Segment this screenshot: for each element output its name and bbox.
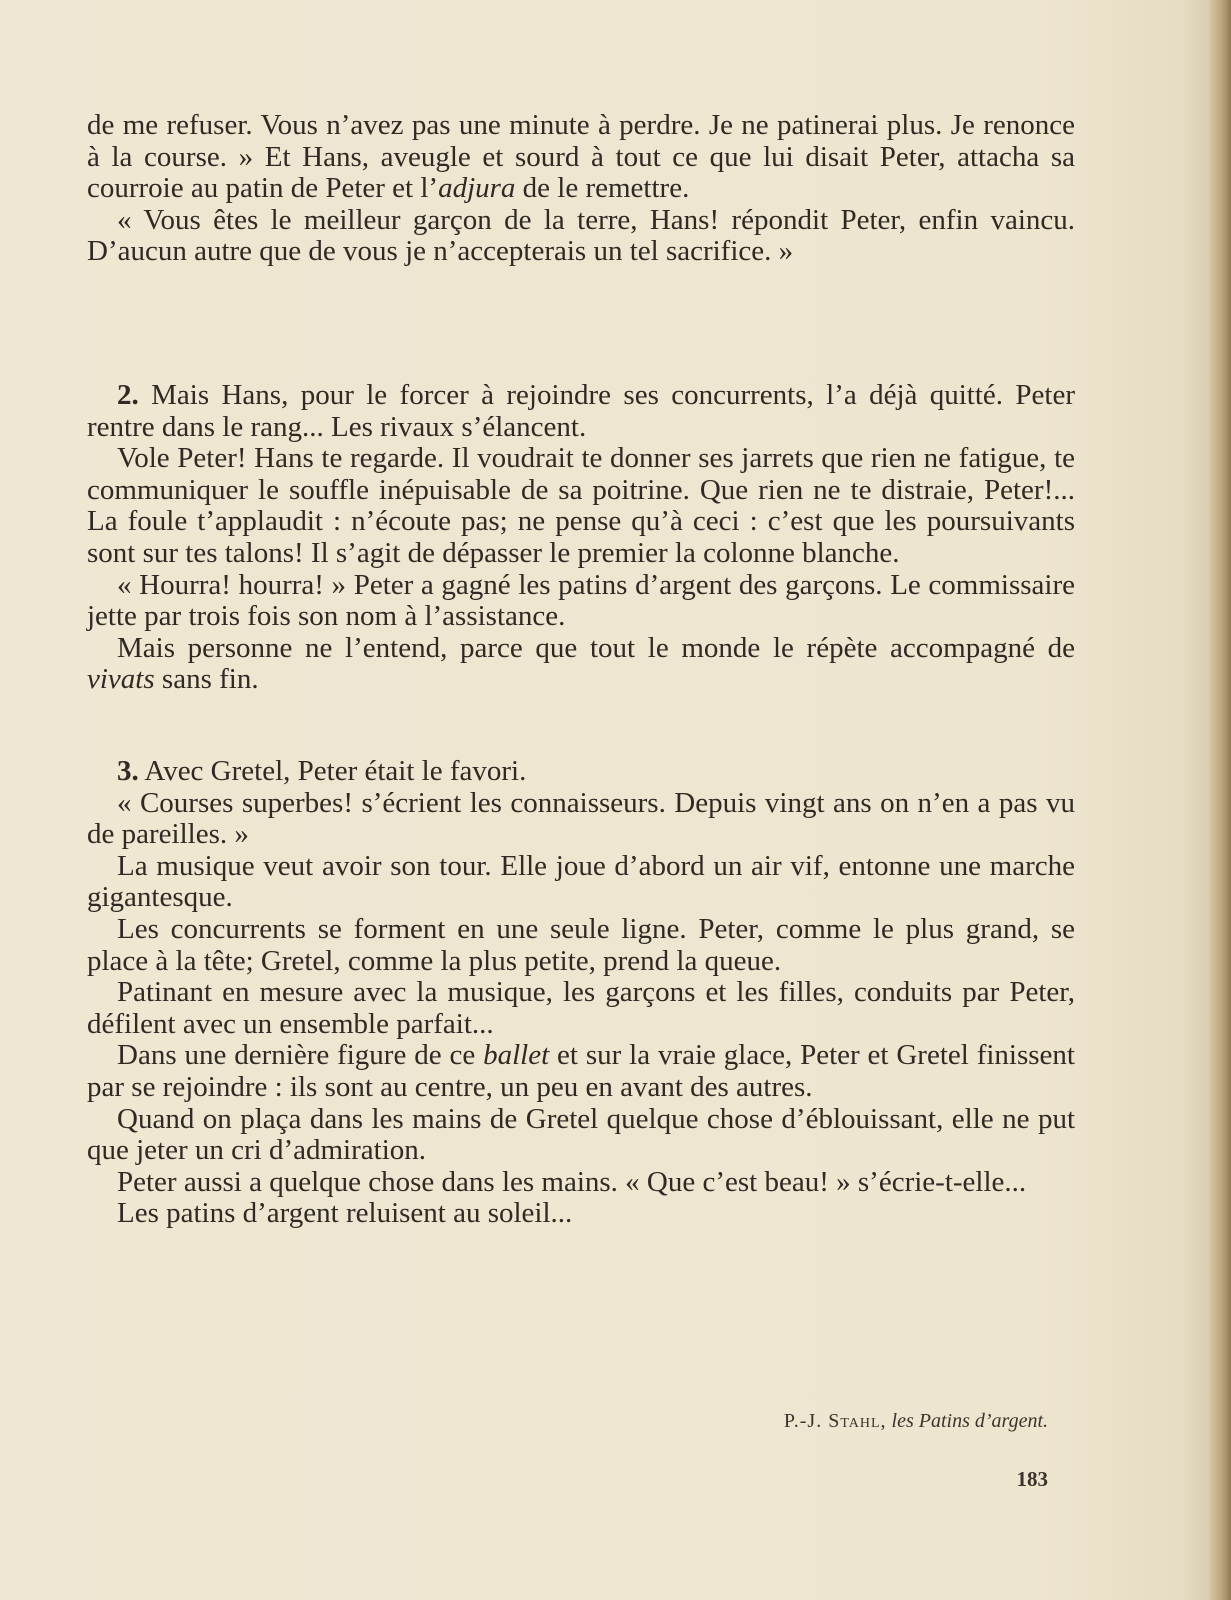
paragraph: Vole Peter! Hans te regarde. Il voudrait te donner ses jarrets que rien ne fatigue, te communiquer le souffle inépuisable de sa poitrine. Que rien ne te distraie, Peter!... La foule t’applaudit : n’écoute pas; ne pense qu’à ceci : c’est que les poursuivants sont sur tes talons! Il s’agit de dépasser le premier la colonne blanche. bbox=[87, 442, 1075, 569]
section-1 bbox=[87, 110, 1075, 268]
paragraph: Mais personne ne l’entend, parce que tout le monde le répète accompagné de vivats sans fin. bbox=[87, 631, 1075, 696]
paragraph: Les concurrents se forment en une seule ligne. Peter, comme le plus grand, se place à la tête; Gretel, comme la plus petite, prend la queue. bbox=[87, 912, 1075, 977]
paragraph: La musique veut avoir son tour. Elle joue d’abord un air vif, entonne une marche gigantesque. bbox=[87, 849, 1075, 914]
section-3 bbox=[87, 756, 1075, 1230]
paragraph: Dans une dernière figure de ce ballet et sur la vraie glace, Peter et Gretel finissent par se rejoindre : ils sont au centre, un peu en avant des autres. bbox=[87, 1039, 1075, 1103]
author-name: P.-J. Stahl, bbox=[783, 1410, 887, 1432]
italic-word: vivats bbox=[87, 663, 155, 696]
paragraph: « Courses superbes! s’écrient les connaisseurs. Depuis vingt ans on n’en a pas vu de pareilles. » bbox=[87, 786, 1075, 851]
italic-word: ballet bbox=[483, 1039, 550, 1072]
paragraph: « Hourra! hourra! » Peter a gagné les patins d’argent des garçons. Le commissaire jette par trois fois son nom à l’assistance. bbox=[87, 568, 1075, 633]
italic-word: adjura bbox=[438, 172, 516, 205]
paragraph: Patinant en mesure avec la musique, les garçons et les filles, conduits par Peter, défilent avec un ensemble parfait... bbox=[87, 976, 1075, 1040]
paragraph: 2. Mais Hans, pour le forcer à rejoindre ses concurrents, l’a déjà quitté. Peter rentre dans le rang... Les rivaux s’élancent. bbox=[87, 379, 1075, 443]
paragraph: Peter aussi a quelque chose dans les mains. « Que c’est beau! » s’écrie-t-elle... bbox=[117, 1165, 1027, 1198]
section-number: 2. bbox=[117, 379, 139, 411]
paragraph: « Vous êtes le meilleur garçon de la terre, Hans! répondit Peter, enfin vaincu. D’aucun autre que de vous je n’accepterais un tel sacrifice. » bbox=[87, 203, 1075, 268]
paragraph: Quand on plaça dans les mains de Gretel quelque chose d’éblouissant, elle ne put que jeter un cri d’admiration. bbox=[87, 1102, 1075, 1167]
paragraph: Les patins d’argent reluisent au soleil... bbox=[117, 1197, 573, 1230]
work-title: les Patins d’argent. bbox=[891, 1410, 1048, 1432]
paragraph: de me refuser. Vous n’avez pas une minute à perdre. Je ne patinerai plus. Je renonce à la course. » Et Hans, aveugle et sourd à tout ce que lui disait Peter, attacha sa courroie au patin de Peter et l’adjura de le remettre. bbox=[87, 109, 1075, 205]
page-edge bbox=[1209, 0, 1231, 1600]
page-number: 183 bbox=[1016, 1467, 1048, 1491]
paragraph: 3. Avec Gretel, Peter était le favori. bbox=[117, 755, 527, 787]
source-credit bbox=[600, 1410, 1048, 1433]
section-number: 3. bbox=[117, 755, 139, 787]
section-2 bbox=[87, 380, 1075, 696]
